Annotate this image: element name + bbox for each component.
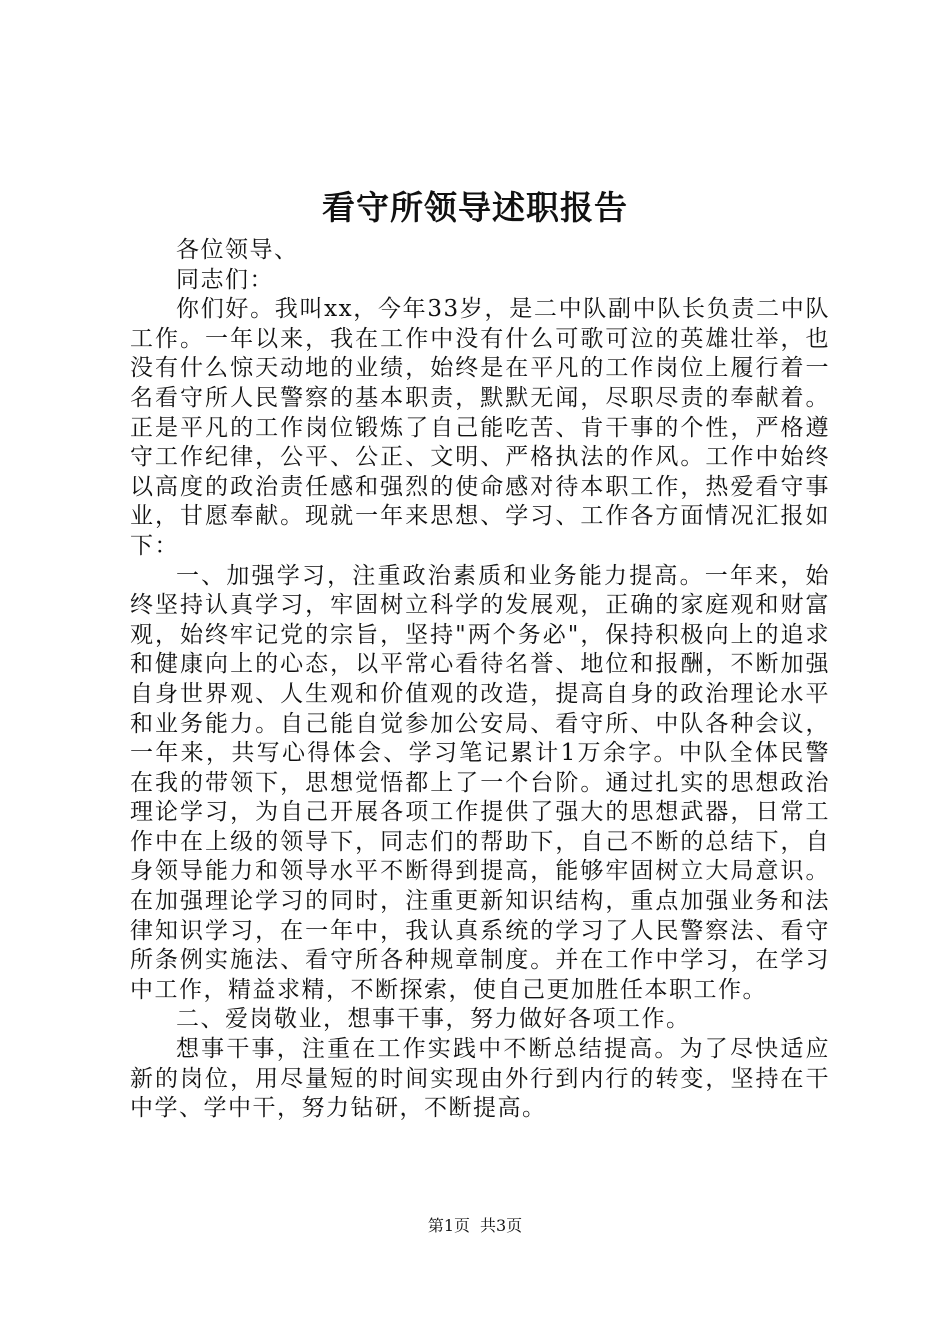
paragraph-section-2-heading: 二、爱岗敬业，想事干事，努力做好各项工作。 [176,1006,691,1033]
page-footer [0,1215,950,1237]
document-title: 看守所领导述职报告 [322,188,628,227]
paragraph-section-2-body: 想事干事，注重在工作实践中不断总结提高。为了尽快适应新的岗位，用尽量短的时间实现由外行到内行的转变，坚持在干中学、学中干，努力钻研，不断提高。 [130,1036,830,1122]
page-number: 第1页 [427,1216,470,1235]
document-body [130,236,830,1124]
greeting-line-2: 同志们： [176,266,274,293]
paragraph-section-1: 一、加强学习，注重政治素质和业务能力提高。一年来，始终坚持认真学习，牢固树立科学的发展观，正确的家庭观和财富观，始终牢记党的宗旨，坚持"两个务必"，保持积极向上的追求和健康向上的心态，以平常心看待名誉、地位和报酬，不断加强自身世界观、人生观和价值观的改造，提高自身的政治理论水平和业务能力。自己能自觉参加公安局、看守所、中队各种会议，一年来，共写心得体会、学习笔记累计1万余字。中队全体民警在我的带领下，思想觉悟都上了一个台阶。通过扎实的思想政治理论学习，为自己开展各项工作提供了强大的思想武器，日常工作中在上级的领导下，同志们的帮助下，自己不断的总结下，自身领导能力和领导水平不断得到提高，能够牢固树立大局意识。在加强理论学习的同时，注重更新知识结构，重点加强业务和法律知识学习，在一年中，我认真系统的学习了人民警察法、看守所条例实施法、看守所各种规章制度。并在工作中学习，在学习中工作，精益求精，不断探索，使自己更加胜任本职工作。 [130,562,830,1003]
page-total: 共3页 [480,1216,523,1235]
greeting-line-1: 各位领导、 [176,237,299,263]
paragraph-intro: 你们好。我叫xx，今年33岁，是二中队副中队长负责二中队工作。一年以来，我在工作中没有什么可歌可泣的英雄壮举，也没有什么惊天动地的业绩，始终是在平凡的工作岗位上履行着一名看守所人民警察的基本职责，默默无闻，尽职尽责的奉献着。正是平凡的工作岗位锻炼了自己能吃苦、肯干事的个性，严格遵守工作纪律，公平、公正、文明、严格执法的作风。工作中始终以高度的政治责任感和强烈的使命感对待本职工作，热爱看守事业，甘愿奉献。现就一年来思想、学习、工作各方面情况汇报如下： [130,296,830,559]
